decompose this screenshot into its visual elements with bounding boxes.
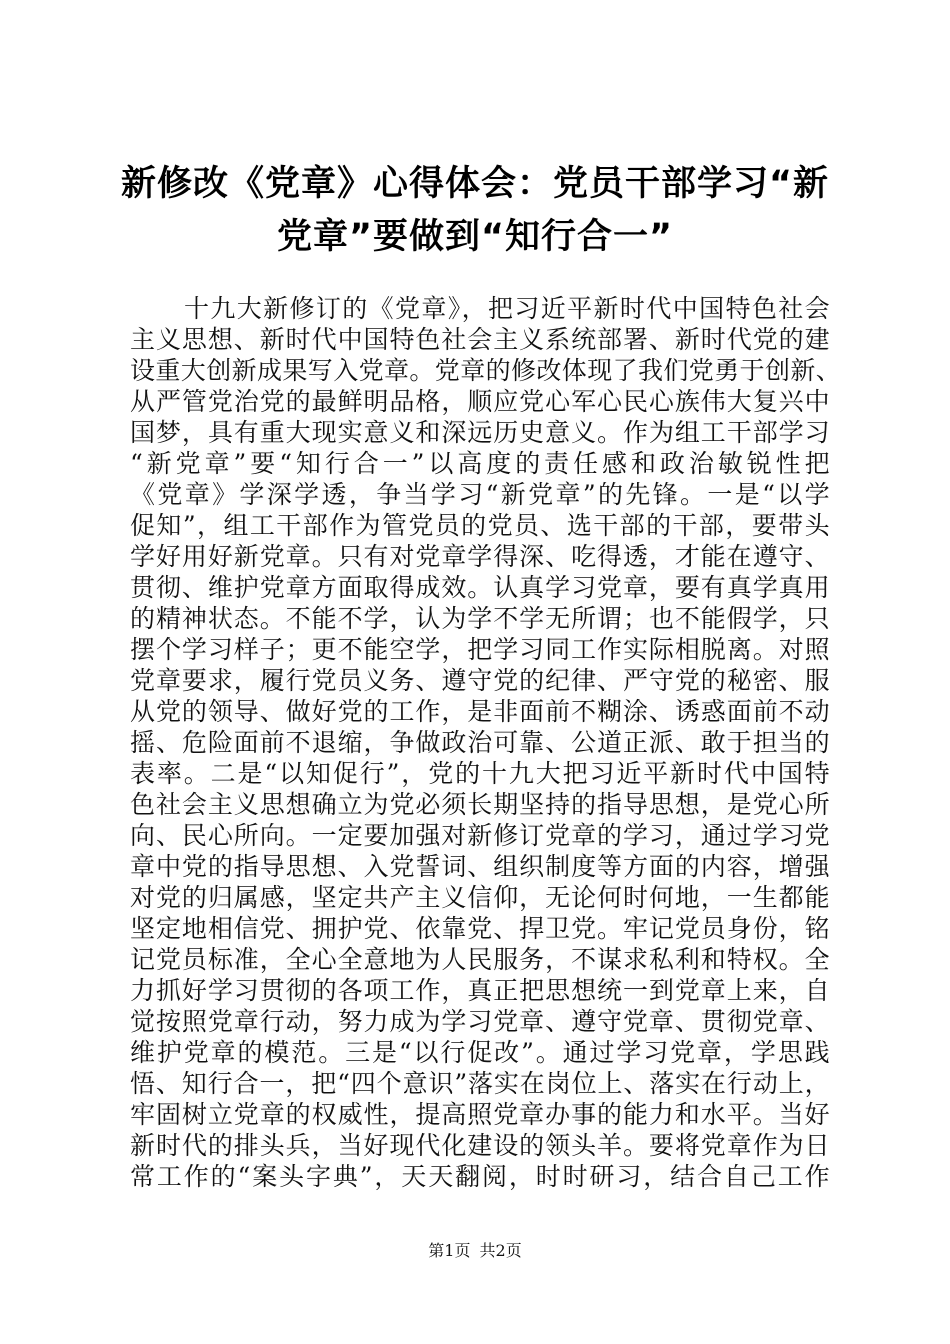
body-line: 十九大新修订的《党章》，把习近平新时代中国特色社会 xyxy=(184,294,830,323)
body-line: 悟、知行合一，把“四个意识”落实在岗位上、落实在行动上， xyxy=(130,1069,830,1098)
body-line: 《党章》学深学透，争当学习“新党章”的先锋。一是“以学 xyxy=(130,480,830,509)
body-line: 从严管党治党的最鲜明品格，顺应党心军心民心族伟大复兴中 xyxy=(130,387,830,416)
body-line: 章中党的指导思想、入党誓词、组织制度等方面的内容，增强 xyxy=(130,852,830,881)
page-number: 第1页 xyxy=(428,1241,471,1260)
body-line: 坚定地相信党、拥护党、依靠党、捍卫党。牢记党员身份，铭 xyxy=(130,914,830,943)
body-line: 表率。二是“以知促行”，党的十九大把习近平新时代中国特 xyxy=(130,759,830,788)
body-line: 对党的归属感，坚定共产主义信仰，无论何时何地，一生都能 xyxy=(130,883,830,912)
body-line: 设重大创新成果写入党章。党章的修改体现了我们党勇于创新、 xyxy=(130,356,842,385)
body-line: 国梦，具有重大现实意义和深远历史意义。作为组工干部学习 xyxy=(130,418,830,447)
page-footer xyxy=(0,1241,950,1261)
body-line: 从党的领导、做好党的工作，是非面前不糊涂、诱惑面前不动 xyxy=(130,697,830,726)
body-line: 力抓好学习贯彻的各项工作，真正把思想统一到党章上来，自 xyxy=(130,976,830,1005)
body-line: 常工作的“案头字典”，天天翻阅，时时研习，结合自己工作 xyxy=(130,1162,830,1191)
title-line-1: 新修改《党章》心得体会：党员干部学习“新 xyxy=(120,164,829,204)
body-line: 记党员标准，全心全意地为人民服务，不谋求私利和特权。全 xyxy=(130,945,830,974)
body-paragraph xyxy=(130,293,842,1192)
body-line: 主义思想、新时代中国特色社会主义系统部署、新时代党的建 xyxy=(130,325,830,354)
body-line: 色社会主义思想确立为党必须长期坚持的指导思想，是党心所 xyxy=(130,790,830,819)
body-line: 党章要求，履行党员义务、遵守党的纪律、严守党的秘密、服 xyxy=(130,666,830,695)
body-line: 促知”，组工干部作为管党员的党员、选干部的干部，要带头 xyxy=(130,511,830,540)
page-total: 共2页 xyxy=(479,1241,522,1260)
body-line: 学好用好新党章。只有对党章学得深、吃得透，才能在遵守、 xyxy=(130,542,830,571)
body-line: 牢固树立党章的权威性，提高照党章办事的能力和水平。当好 xyxy=(130,1100,830,1129)
body-line: 摆个学习样子；更不能空学，把学习同工作实际相脱离。对照 xyxy=(130,635,830,664)
body-line: “新党章”要“知行合一”以高度的责任感和政治敏锐性把 xyxy=(130,449,830,478)
body-line: 维护党章的模范。三是“以行促改”。通过学习党章，学思践 xyxy=(130,1038,830,1067)
title-line-2: 党章”要做到“知行合一” xyxy=(276,217,673,257)
body-line: 贯彻、维护党章方面取得成效。认真学习党章，要有真学真用 xyxy=(130,573,830,602)
body-line: 的精神状态。不能不学，认为学不学无所谓；也不能假学，只 xyxy=(130,604,830,633)
body-line: 向、民心所向。一定要加强对新修订党章的学习，通过学习党 xyxy=(130,821,830,850)
body-line: 新时代的排头兵，当好现代化建设的领头羊。要将党章作为日 xyxy=(130,1131,830,1160)
body-line: 觉按照党章行动，努力成为学习党章、遵守党章、贯彻党章、 xyxy=(130,1007,830,1036)
body-line: 摇、危险面前不退缩，争做政治可靠、公道正派、敢于担当的 xyxy=(130,728,830,757)
document-title xyxy=(120,158,830,264)
